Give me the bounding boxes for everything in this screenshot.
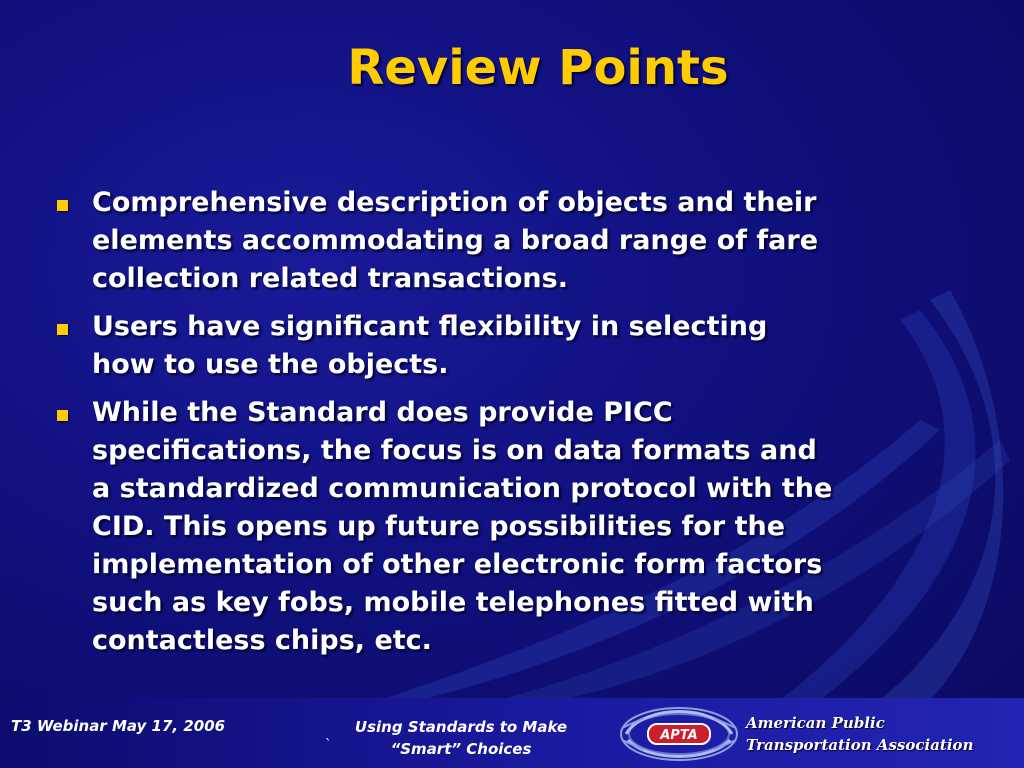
bullet-list [52, 184, 972, 670]
bullet-text: Comprehensive description of objects and their elements accommodating a broad range of fare collection related transactions. [92, 187, 819, 294]
footer-event-date: T3 Webinar May 17, 2006 [11, 717, 226, 735]
bullet-item [52, 394, 972, 660]
org-name-line-1: American Public [746, 714, 885, 732]
logo-text: APTA [660, 728, 698, 743]
org-name-line-2: Transportation Association [746, 736, 974, 754]
organization-name [746, 712, 996, 756]
bullet-item [52, 308, 972, 384]
bullet-item [52, 184, 972, 298]
stray-mark: ` [325, 738, 332, 753]
square-bullet-icon [57, 324, 68, 335]
square-bullet-icon [57, 410, 68, 421]
footer-presentation-title [330, 716, 592, 760]
apta-logo-icon [614, 700, 744, 766]
square-bullet-icon [57, 200, 68, 211]
footer-title-line-1: Using Standards to Make [354, 718, 568, 736]
slide-title: Review Points [347, 40, 729, 96]
bullet-text: While the Standard does provide PICC specifications, the focus is on data formats and a standardized communication protocol with the CID. This opens up future possibilities for the implementation of other electronic form factors such as key fobs, mobile telephones fitted with contactless chips, etc. [92, 397, 833, 656]
footer-title-line-2: “Smart” Choices [390, 740, 532, 758]
bullet-text: Users have significant flexibility in selecting how to use the objects. [92, 311, 768, 380]
